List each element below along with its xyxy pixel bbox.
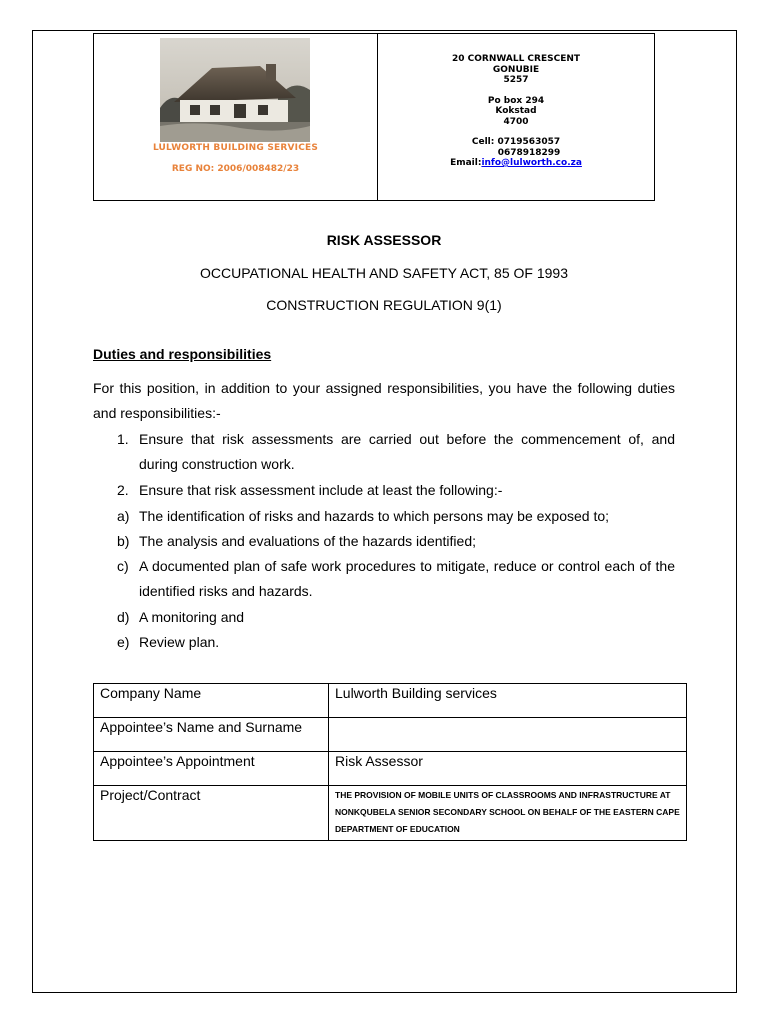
table-value: THE PROVISION OF MOBILE UNITS OF CLASSROOMS AND INFRASTRUCTURE AT NONKQUBELA SENIOR SECONDARY SCHOOL ON BEHALF OF THE EASTERN CAPE DEPARTMENT OF EDUCATION: [329, 786, 687, 841]
table-label: Project/Contract: [94, 786, 329, 841]
email-link[interactable]: info@lulworth.co.za: [481, 158, 582, 168]
act-title: OCCUPATIONAL HEALTH AND SAFETY ACT, 85 OF 1993: [200, 265, 568, 281]
letterhead-address-cell: [378, 34, 654, 200]
po-box: Po box 294: [487, 95, 545, 106]
regulation-title: CONSTRUCTION REGULATION 9(1): [266, 297, 502, 313]
cell-label: Cell:: [471, 137, 495, 147]
email-label: Email:: [450, 158, 482, 168]
letterhead: [93, 33, 655, 201]
table-row: [94, 684, 687, 718]
table-value: [329, 718, 687, 752]
list-marker: c): [117, 558, 129, 574]
section-heading: Duties and responsibilities: [93, 346, 272, 362]
cell-number-1: 0719563057: [497, 137, 561, 147]
letterhead-logo-cell: [94, 34, 378, 200]
list-item-text: The identification of risks and hazards to which persons may be exposed to;: [139, 508, 610, 524]
list-item-text: Ensure that risk assessments are carried out before the commencement of, and during construction work.: [139, 431, 675, 472]
table-label: Appointee’s Appointment: [94, 752, 329, 786]
address-line-1: 20 CORNWALL CRESCENT: [451, 54, 581, 64]
table-label: Appointee’s Name and Surname: [94, 718, 329, 752]
document-title: RISK ASSESSOR: [326, 232, 442, 248]
cell-number-2: 0678918299: [497, 147, 561, 158]
list-marker: 1.: [117, 431, 129, 447]
list-item-text: A monitoring and: [139, 609, 245, 625]
table-row: [94, 718, 687, 752]
po-code: 4700: [503, 116, 529, 127]
table-row: [94, 786, 687, 841]
list-marker: b): [117, 533, 130, 549]
house-photo: [160, 38, 310, 142]
appointment-table: [93, 683, 687, 841]
table-value: Lulworth Building services: [329, 684, 687, 718]
cell-line-1: [378, 137, 654, 148]
list-marker: d): [117, 609, 130, 625]
registration-number: REG NO: 2006/008482/23: [171, 164, 300, 174]
email-line: [378, 158, 654, 169]
table-row: [94, 752, 687, 786]
list-marker: a): [117, 508, 130, 524]
list-item-text: Ensure that risk assessment include at least the following:-: [139, 482, 503, 498]
list-marker: e): [117, 634, 130, 650]
list-item-text: A documented plan of safe work procedures to mitigate, reduce or control each of the identified risks and hazards.: [139, 558, 675, 599]
list-item-text: Review plan.: [139, 634, 220, 650]
list-item-text: The analysis and evaluations of the hazards identified;: [139, 533, 476, 549]
table-value: Risk Assessor: [329, 752, 687, 786]
address-line-3: 5257: [503, 75, 529, 85]
address-line-2: GONUBIE: [492, 64, 540, 75]
table-label: Company Name: [94, 684, 329, 718]
list-marker: 2.: [117, 482, 129, 498]
po-town: Kokstad: [495, 106, 537, 116]
intro-paragraph: For this position, in addition to your assigned responsibilities, you have the following duties and responsibilities:-: [93, 380, 675, 421]
company-name: LULWORTH BUILDING SERVICES: [152, 143, 319, 153]
